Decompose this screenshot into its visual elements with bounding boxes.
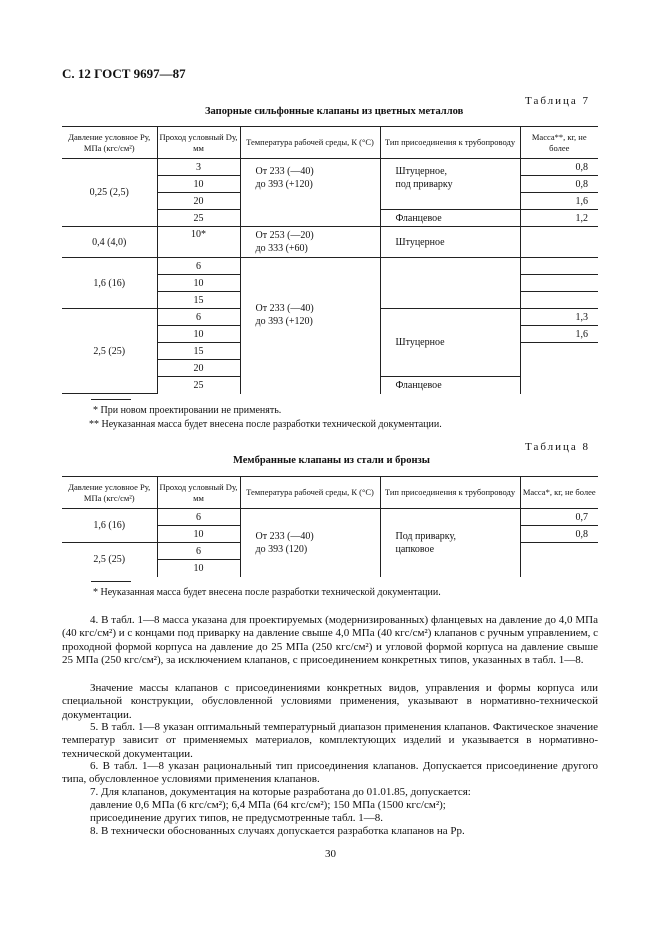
- t8-header-dn: Проход условный Dу, мм: [157, 477, 240, 509]
- t8-conn-line1: Под приварку,: [395, 530, 456, 542]
- table7-label: Таблица 7: [525, 95, 591, 107]
- t7-pressure-1: 0,25 (2,5): [62, 159, 157, 227]
- t7-mass-empty: [520, 377, 598, 394]
- paragraph-7: 7. Для клапанов, документация на которые разработана до 01.01.85, допускается:: [90, 786, 471, 798]
- t8-footnote-rule: [91, 581, 131, 582]
- t7-mass-empty: [520, 227, 598, 258]
- t7-dn: 3: [157, 159, 240, 176]
- table7-title: Запорные сильфонные клапаны из цветных металлов: [205, 106, 464, 117]
- t7-dn: 15: [157, 343, 240, 360]
- paragraph-7-item-2: присоединение других типов, не предусмотренные табл. 1—8.: [90, 812, 384, 824]
- t8-dn: 10: [157, 560, 240, 577]
- t7-header-temp: Температура рабочей среды, К (°С): [240, 127, 380, 159]
- t7-mass-empty: [520, 343, 598, 360]
- t7-temp-empty: [240, 210, 380, 227]
- table8-label: Таблица 8: [525, 441, 591, 453]
- t8-dn: 6: [157, 543, 240, 560]
- t7-temp-2-line1: От 253 (—20): [255, 230, 314, 241]
- t7-pressure-4: 2,5 (25): [62, 309, 157, 394]
- t7-mass: 1,3: [520, 309, 598, 326]
- t7-header-mass: Масса**, кг, не более: [520, 127, 598, 159]
- t7-header-pressure: Давление условное Pу, МПа (кгс/см²): [62, 127, 157, 159]
- t8-dn: 6: [157, 509, 240, 526]
- t8-temp: [240, 509, 380, 577]
- paragraph-8: 8. В технически обоснованных случаях допускается разработка клапанов на Pр.: [90, 825, 465, 837]
- t8-pressure-1: 1,6 (16): [62, 509, 157, 543]
- t8-conn: [380, 509, 520, 577]
- page-header: С. 12 ГОСТ 9697—87: [62, 66, 186, 81]
- t8-mass: 0,7: [520, 509, 598, 526]
- t7-dn: 25: [157, 210, 240, 227]
- t8-conn-line2: цапковое: [395, 543, 435, 555]
- page-number: 30: [325, 848, 336, 860]
- t8-footnote: * Неуказанная масса будет внесена после разработки технической документации.: [93, 587, 441, 598]
- t7-dn: 6: [157, 309, 240, 326]
- t7-mass-empty: [520, 360, 598, 377]
- t8-header-pressure: Давление условное Pу, МПа (кгс/см²): [62, 477, 157, 509]
- t7-temp-1-line2: до 393 (+120): [255, 179, 313, 190]
- t8-header-conn: Тип присоединения к трубопроводу: [380, 477, 520, 509]
- t8-pressure-2: 2,5 (25): [62, 543, 157, 577]
- t8-mass-empty: [520, 543, 598, 560]
- t7-footnote-2: ** Неуказанная масса будет внесена после разработки технической документации.: [89, 419, 442, 430]
- t7-footnote-1: * При новом проектировании не применять.: [93, 405, 282, 416]
- t7-temp-2: [240, 227, 380, 258]
- t7-temp-1: [240, 159, 380, 210]
- paragraph-7-item-1: давление 0,6 МПа (6 кгс/см²); 6,4 МПа (64 кгс/см²); 150 МПа (1500 кгс/см²);: [90, 799, 446, 811]
- t7-mass: 1,2: [520, 210, 598, 227]
- t7-conn-1: [380, 159, 520, 210]
- t7-mass: 1,6: [520, 326, 598, 343]
- t7-temp-2-line2: до 333 (+60): [255, 243, 308, 254]
- t7-dn: 6: [157, 258, 240, 275]
- t7-dn: 20: [157, 193, 240, 210]
- t7-header-conn: Тип присоединения к трубопроводу: [380, 127, 520, 159]
- t8-header-temp: Температура рабочей среды, К (°С): [240, 477, 380, 509]
- t7-dn: 10: [157, 326, 240, 343]
- t7-footnote-rule: [91, 399, 131, 400]
- t8-mass-empty: [520, 560, 598, 577]
- t7-dn: 25: [157, 377, 240, 394]
- t7-temp-3-line2: до 393 (+120): [255, 316, 313, 327]
- t7-conn-3: Штуцерное: [380, 309, 520, 377]
- paragraph-4-cont: Значение массы клапанов с присоединениями конкретных видов, управления и формы корпуса или специальной конструкции, обусловленной условиями применения, указывают в нормативно-технической документации.: [62, 682, 598, 721]
- table8: [62, 476, 598, 577]
- t7-mass: 0,8: [520, 159, 598, 176]
- t7-pressure-3: 1,6 (16): [62, 258, 157, 309]
- t7-dn: 10: [157, 275, 240, 292]
- t7-mass-empty: [520, 258, 598, 275]
- t8-mass: 0,8: [520, 526, 598, 543]
- t7-dn: 15: [157, 292, 240, 309]
- t7-pressure-2: 0,4 (4,0): [62, 227, 157, 258]
- table7: [62, 126, 598, 394]
- t7-conn-2: Штуцерное: [380, 227, 520, 258]
- paragraph-4: 4. В табл. 1—8 масса указана для проектируемых (модернизированных) фланцевых на давление до 4,0 МПа (40 кгс/см²) и с концами под приварку на давление свыше 4,0 МПа (40 кгс/см²) клапанов с ручным управлением, с проходной формой корпуса на давление до 25 МПа (250 кгс/см²) и угловой формой корпуса на давление свыше 25 МПа (250 кгс/см²), за исключением клапанов, с присоединением конкретных типов, указанных в табл. 1—8.: [62, 614, 599, 667]
- t7-mass: 1,6: [520, 193, 598, 210]
- t8-dn: 10: [157, 526, 240, 543]
- t7-conn-empty: [380, 258, 520, 309]
- t7-conn-1-line2: под приварку: [395, 179, 453, 190]
- t7-dn: 10: [157, 176, 240, 193]
- t7-temp-3: [240, 258, 380, 394]
- t7-conn-1-line1: Штуцерное,: [395, 166, 448, 177]
- table8-title: Мембранные клапаны из стали и бронзы: [233, 455, 430, 466]
- t7-header-dn: Проход условный Dу, мм: [157, 127, 240, 159]
- t7-temp-3-line1: От 233 (—40): [255, 303, 314, 314]
- t8-header-mass: Масса*, кг, не более: [520, 477, 598, 509]
- t7-mass-empty: [520, 292, 598, 309]
- t7-temp-1-line1: От 233 (—40): [255, 166, 314, 177]
- t7-mass: 0,8: [520, 176, 598, 193]
- t8-temp-line1: От 233 (—40): [255, 530, 314, 542]
- paragraph-5: 5. В табл. 1—8 указан оптимальный температурный диапазон применения клапанов. Фактическое значение температур зависит от применяемых материалов, комплектующих изделий и указывается в нормативно-технической документации.: [62, 721, 598, 760]
- t7-dn: 10*: [157, 227, 240, 258]
- t8-temp-line2: до 393 (120): [255, 543, 308, 555]
- t7-mass-empty: [520, 275, 598, 292]
- t7-dn: 20: [157, 360, 240, 377]
- t7-conn-flange-2: Фланцевое: [380, 377, 520, 394]
- t7-conn-flange: Фланцевое: [380, 210, 520, 227]
- paragraph-6: 6. В табл. 1—8 указан рациональный тип присоединения клапанов. Допускается присоединение другого типа, обусловленное условиями применения клапанов.: [62, 760, 598, 786]
